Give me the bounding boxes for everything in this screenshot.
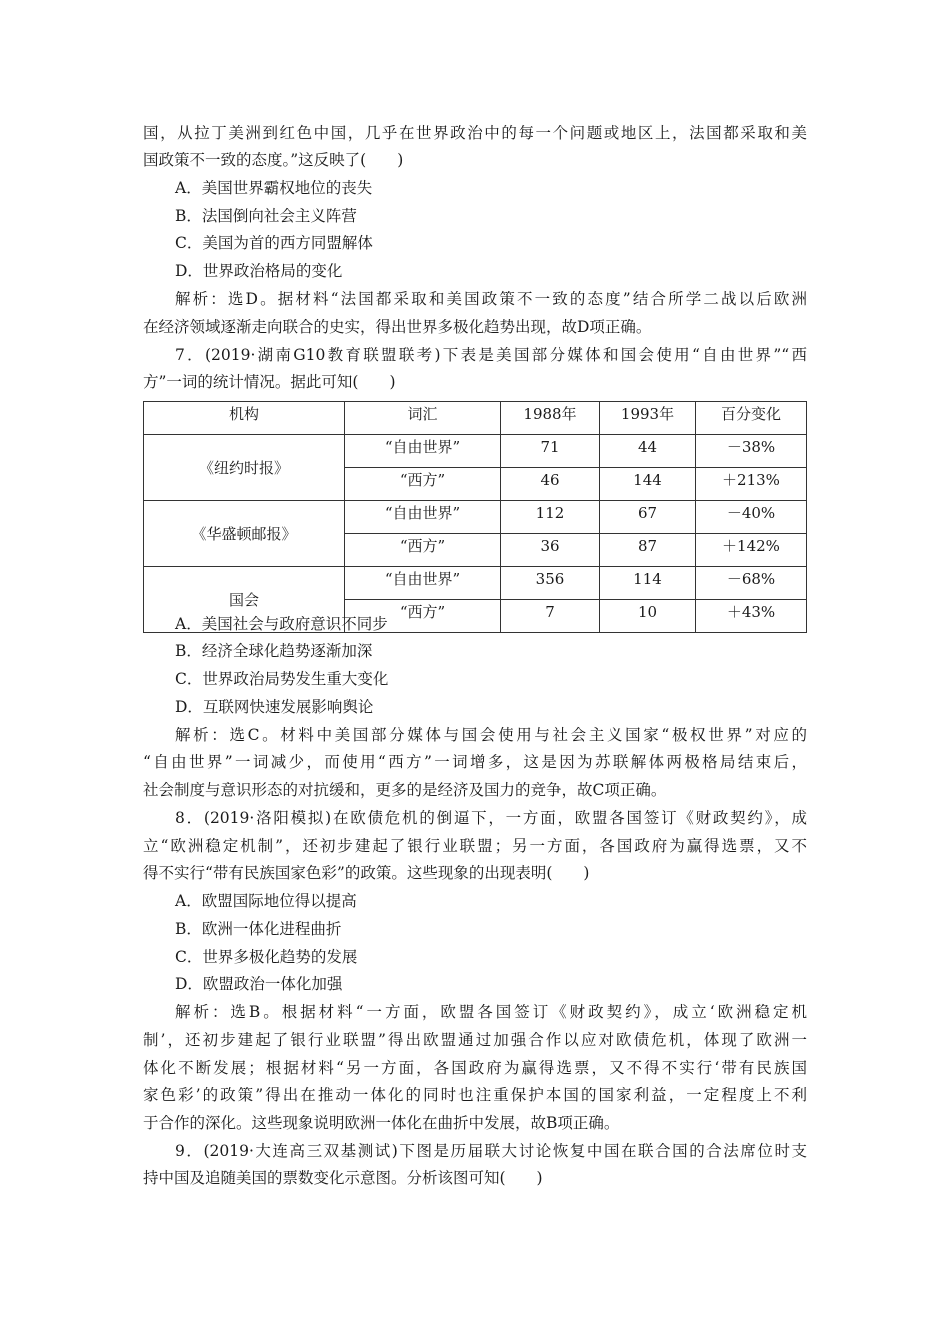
- table-cell-1988: 36: [501, 534, 600, 567]
- q7-statistics-table: [143, 401, 807, 633]
- table-cell-1993: 67: [600, 501, 696, 534]
- q7-option-b: B．经济全球化趋势逐渐加深: [175, 642, 373, 660]
- q7-stem-line-2: 方”一词的统计情况。据此可知( ): [143, 373, 396, 391]
- table-cell-term: “自由世界”: [345, 567, 501, 600]
- table-cell-change: ＋213%: [696, 468, 807, 501]
- q8-analysis-line-3: 体化不断发展；根据材料“另一方面，各国政府为赢得选票，又不得不实行‘带有民族国: [143, 1059, 807, 1077]
- q6-option-c: C．美国为首的西方同盟解体: [175, 234, 373, 252]
- q8-option-a: A．欧盟国际地位得以提高: [175, 892, 357, 910]
- table-cell-change: －40%: [696, 501, 807, 534]
- q7-option-d: D．互联网快速发展影响舆论: [175, 698, 374, 716]
- table-cell-change: －68%: [696, 567, 807, 600]
- q8-analysis-line-2: 制’，还初步建起了银行业联盟”得出欧盟通过加强合作以应对欧债危机，体现了欧洲一: [143, 1031, 807, 1049]
- table-cell-change: ＋142%: [696, 534, 807, 567]
- table-cell-1988: 71: [501, 435, 600, 468]
- table-cell-1988: 112: [501, 501, 600, 534]
- table-row: [144, 435, 807, 468]
- table-cell-term: “西方”: [345, 600, 501, 633]
- q7-option-c: C．世界政治局势发生重大变化: [175, 670, 389, 688]
- q7-stem-line-1: 7．(2019·湖南G10教育联盟联考)下表是美国部分媒体和国会使用“自由世界”“西: [175, 346, 807, 364]
- table-cell-1988: 46: [501, 468, 600, 501]
- table-cell-term: “西方”: [345, 468, 501, 501]
- table-row: [144, 501, 807, 534]
- table-cell-1993: 114: [600, 567, 696, 600]
- q8-option-b: B．欧洲一体化进程曲折: [175, 920, 342, 938]
- q7-analysis-line-2: “自由世界”一词减少，而使用“西方”一词增多，这是因为苏联解体两极格局结束后，: [143, 753, 807, 771]
- q7-option-a: A．美国社会与政府意识不同步: [175, 615, 388, 633]
- q8-analysis-line-1: 解析：选B。根据材料“一方面，欧盟各国签订《财政契约》，成立‘欧洲稳定机: [175, 1003, 807, 1021]
- q6-stem-line-1: 国，从拉丁美洲到红色中国，几乎在世界政治中的每一个问题或地区上，法国都采取和美: [143, 124, 807, 142]
- q6-analysis-line-1: 解析：选D。据材料“法国都采取和美国政策不一致的态度”结合所学二战以后欧洲: [175, 290, 807, 308]
- q6-option-d: D．世界政治格局的变化: [175, 262, 343, 280]
- table-cell-org: 《纽约时报》: [144, 435, 345, 501]
- table-header-cell: 百分变化: [696, 402, 807, 435]
- table-cell-1993: 144: [600, 468, 696, 501]
- table-cell-1993: 87: [600, 534, 696, 567]
- q6-stem-line-2: 国政策不一致的态度。”这反映了( ): [143, 151, 404, 169]
- table-header-cell: 词汇: [345, 402, 501, 435]
- q8-stem-line-1: 8．(2019·洛阳模拟)在欧债危机的倒逼下，一方面，欧盟各国签订《财政契约》，成: [175, 809, 807, 827]
- table-cell-term: “自由世界”: [345, 501, 501, 534]
- q6-analysis-line-2: 在经济领域逐渐走向联合的史实，得出世界多极化趋势出现，故D项正确。: [143, 318, 652, 336]
- table-cell-org: 《华盛顿邮报》: [144, 501, 345, 567]
- table-cell-1988: 356: [501, 567, 600, 600]
- q8-option-c: C．世界多极化趋势的发展: [175, 948, 358, 966]
- q7-analysis-line-3: 社会制度与意识形态的对抗缓和，更多的是经济及国力的竞争，故C项正确。: [143, 781, 667, 799]
- table-cell-change: ＋43%: [696, 600, 807, 633]
- q6-option-b: B．法国倒向社会主义阵营: [175, 207, 357, 225]
- q8-option-d: D．欧盟政治一体化加强: [175, 975, 343, 993]
- q6-option-a: A．美国世界霸权地位的丧失: [175, 179, 373, 197]
- table-row: [144, 567, 807, 600]
- q9-stem-line-1: 9．(2019·大连高三双基测试)下图是历届联大讨论恢复中国在联合国的合法席位时支: [175, 1142, 807, 1160]
- table-cell-1993: 10: [600, 600, 696, 633]
- table-cell-term: “西方”: [345, 534, 501, 567]
- q8-stem-line-2: 立“欧洲稳定机制”，还初步建起了银行业联盟；另一方面，各国政府为赢得选票，又不: [143, 837, 807, 855]
- table-header-cell: 1988年: [501, 402, 600, 435]
- q7-analysis-line-1: 解析：选C。材料中美国部分媒体与国会使用与社会主义国家“极权世界”对应的: [175, 726, 807, 744]
- table-header-row: [144, 402, 807, 435]
- q8-stem-line-3: 得不实行“带有民族国家色彩”的政策。这些现象的出现表明( ): [143, 864, 590, 882]
- q8-analysis-line-5: 于合作的深化。这些现象说明欧洲一体化在曲折中发展，故B项正确。: [143, 1114, 620, 1132]
- table-cell-1988: 7: [501, 600, 600, 633]
- q8-analysis-line-4: 家色彩’的政策”得出在推动一体化的同时也注重保护本国的国家利益，一定程度上不利: [143, 1086, 807, 1104]
- table-cell-change: －38%: [696, 435, 807, 468]
- table-header-cell: 机构: [144, 402, 345, 435]
- table-header-cell: 1993年: [600, 402, 696, 435]
- q9-stem-line-2: 持中国及追随美国的票数变化示意图。分析该图可知( ): [143, 1169, 543, 1187]
- table-cell-term: “自由世界”: [345, 435, 501, 468]
- table-cell-org: 国会: [144, 567, 345, 633]
- table-cell-1993: 44: [600, 435, 696, 468]
